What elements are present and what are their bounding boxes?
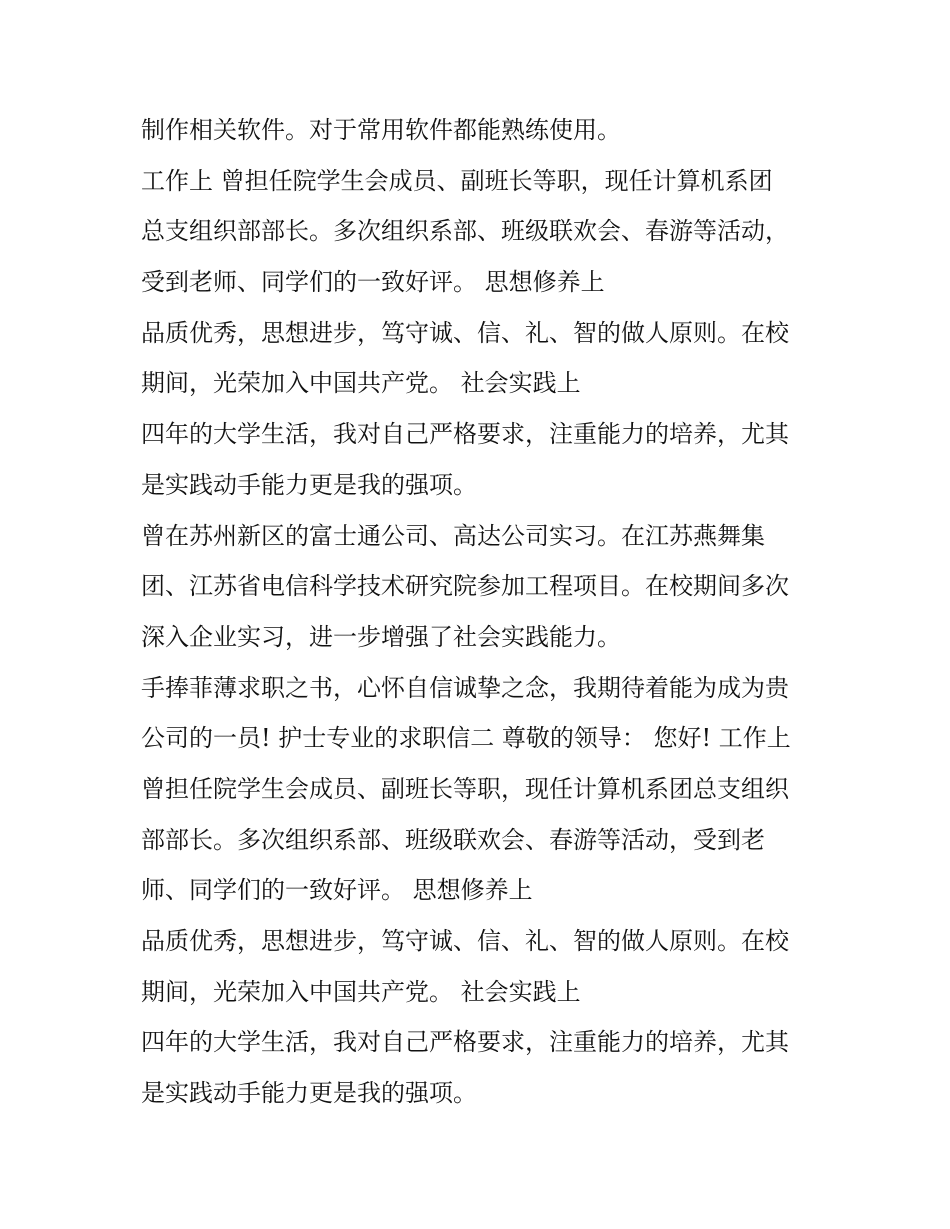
text-line: 制作相关软件。对于常用软件都能熟练使用。 [141,116,621,144]
text-line: 是实践动手能力更是我的强项。 [141,470,477,499]
text-line: 师、同学们的一致好评。 思想修养上 [141,876,533,905]
text-line: 品质优秀，思想进步，笃守诚、信、礼、智的做人原则。在校 [141,927,789,955]
document-body [141,105,831,1119]
text-line: 曾在苏州新区的富士通公司、高达公司实习。在江苏燕舞集 [141,521,765,550]
text-line: 是实践动手能力更是我的强项。 [141,1079,477,1108]
text-line: 期间，光荣加入中国共产党。 社会实践上 [141,369,581,398]
text-line: 受到老师、同学们的一致好评。 思想修养上 [141,268,605,297]
text-line: 公司的一员! 护士专业的求职信二 尊敬的领导： 您好! 工作上 [141,724,791,753]
text-line: 深入企业实习，进一步增强了社会实践能力。 [141,622,621,651]
text-line: 总支组织部部长。多次组织系部、班级联欢会、春游等活动， [141,217,789,246]
text-line: 四年的大学生活，我对自己严格要求，注重能力的培养，尤其 [141,420,789,449]
text-line: 曾担任院学生会成员、副班长等职，现任计算机系团总支组织 [141,774,789,803]
text-line: 团、江苏省电信科学技术研究院参加工程项目。在校期间多次 [141,572,789,601]
text-line: 品质优秀，思想进步，笃守诚、信、礼、智的做人原则。在校 [141,318,789,347]
text-line: 部部长。多次组织系部、班级联欢会、春游等活动，受到老 [141,825,765,854]
text-line: 工作上 曾担任院学生会成员、副班长等职，现任计算机系团 [141,166,773,195]
text-line: 期间，光荣加入中国共产党。 社会实践上 [141,977,581,1006]
text-line: 四年的大学生活，我对自己严格要求，注重能力的培养，尤其 [141,1028,789,1057]
text-line: 手捧菲薄求职之书，心怀自信诚挚之念，我期待着能为成为贵 [141,673,789,702]
